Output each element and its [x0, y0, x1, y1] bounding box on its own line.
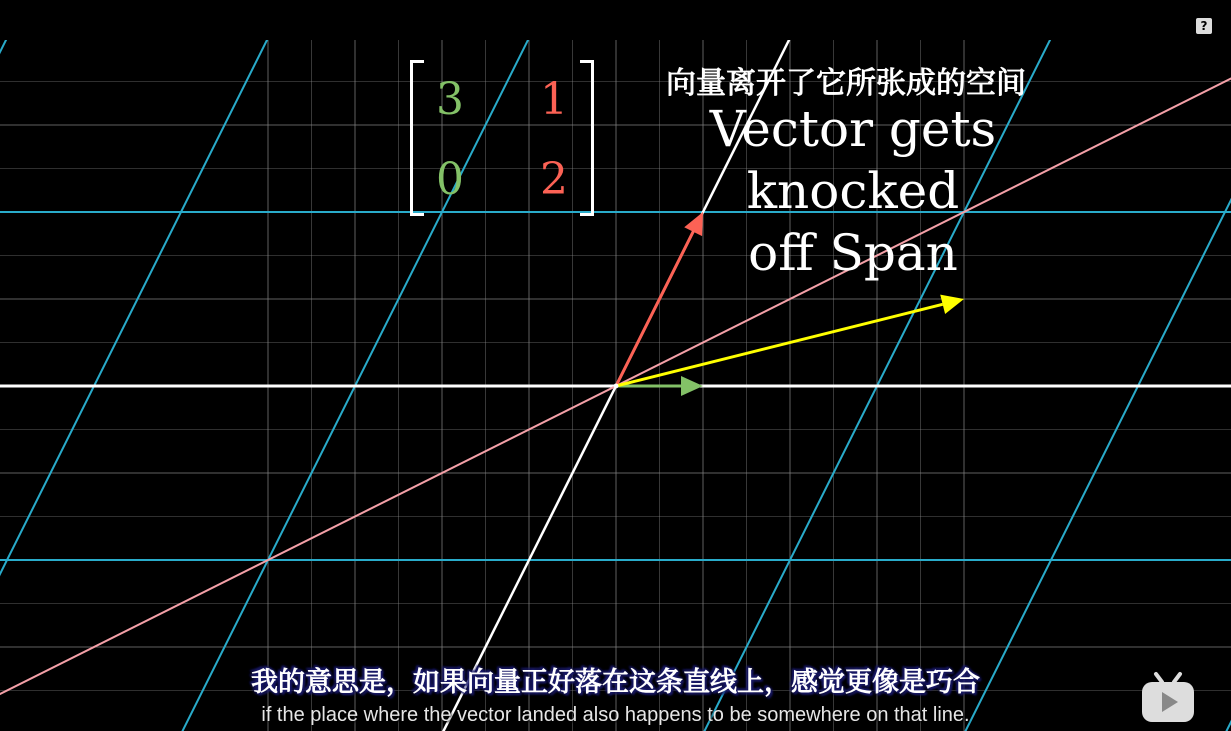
title-chinese: 向量离开了它所张成的空间: [666, 66, 1026, 101]
matrix-entry-d: 2: [540, 154, 568, 205]
help-icon[interactable]: ?: [1196, 18, 1212, 34]
i-hat-vector-head: [681, 376, 703, 396]
matrix-entry-c: 0: [436, 154, 464, 205]
bilibili-tv-icon[interactable]: [1140, 670, 1196, 724]
top-bar-mask: [0, 0, 1231, 40]
matrix-entry-b: 1: [540, 74, 568, 125]
subtitle-english: if the place where the vector landed also happens to be somewhere on that line.: [261, 704, 970, 726]
origin-point: [614, 384, 619, 389]
yellow-vector-head: [940, 295, 964, 314]
subtitle-chinese: 我的意思是，如果向量正好落在这条直线上，感觉更像是巧合: [251, 667, 980, 698]
title-english-line2: off Span: [748, 224, 958, 282]
transformation-matrix: [406, 60, 598, 220]
matrix-left-bracket: [410, 60, 424, 216]
matrix-right-bracket: [580, 60, 594, 216]
title-english-line1: Vector gets knocked: [709, 100, 997, 220]
title-english: [614, 98, 1092, 284]
matrix-entry-a: 3: [436, 74, 464, 125]
yellow-vector-shaft: [616, 304, 943, 386]
